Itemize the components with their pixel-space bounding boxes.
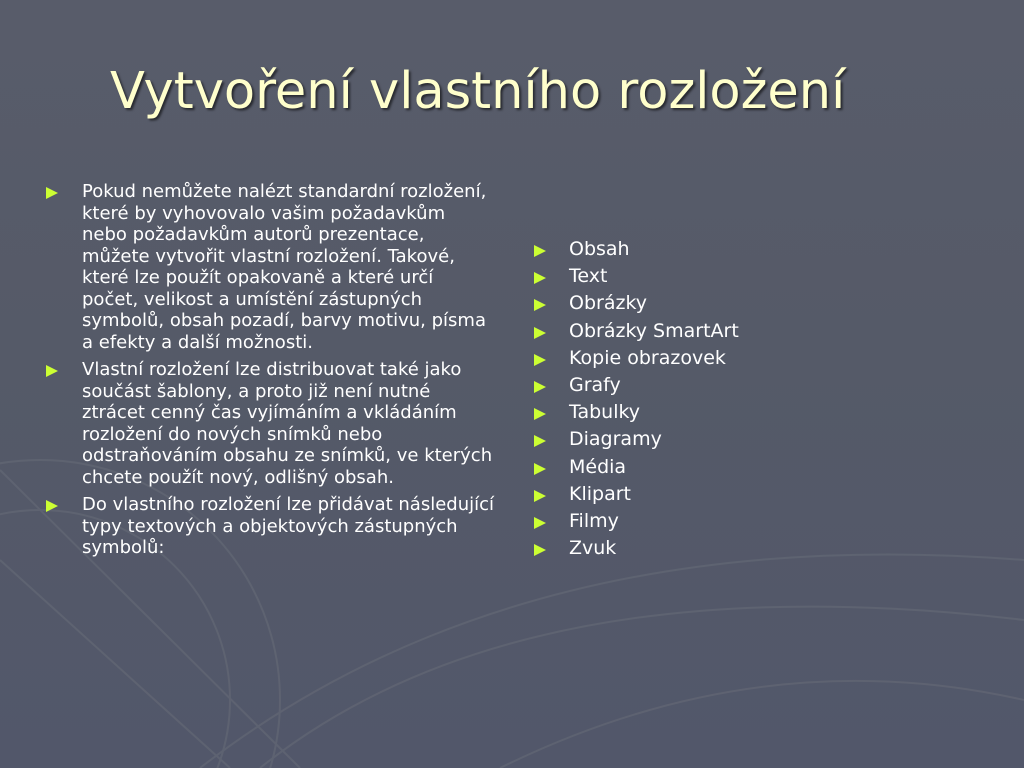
triangle-right-icon bbox=[534, 327, 546, 339]
triangle-right-icon bbox=[534, 299, 546, 311]
triangle-right-icon bbox=[46, 365, 58, 377]
right-bullet-item bbox=[531, 535, 821, 562]
triangle-right-icon bbox=[534, 435, 546, 447]
right-bullet-item bbox=[531, 481, 821, 508]
bullet-text: Obrázky SmartArt bbox=[569, 319, 739, 342]
triangle-right-icon bbox=[534, 381, 546, 393]
left-bullet-item bbox=[44, 359, 494, 488]
right-bullet-item bbox=[531, 290, 821, 317]
left-bullet-item bbox=[44, 494, 494, 559]
left-bullet-list bbox=[44, 181, 494, 565]
bullet-text: Pokud nemůžete nalézt standardní rozložení, které by vyhovovalo vašim požadavkům nebo požadavkům autorů prezentace, můžete vytvořit vlastní rozložení. Takové, které lze použít opakovaně a které určí počet, velikost a umístění zástupných symbolů, obsah pozadí, barvy motivu, písma a efekty a další možnosti. bbox=[82, 181, 487, 353]
triangle-right-icon bbox=[46, 187, 58, 199]
triangle-right-icon bbox=[534, 517, 546, 529]
left-bullet-item bbox=[44, 181, 494, 353]
bullet-text: Filmy bbox=[569, 510, 619, 533]
slide-title: Vytvoření vlastního rozložení bbox=[110, 62, 846, 121]
bullet-text: Vlastní rozložení lze distribuovat také jako součást šablony, a proto již není nutné ztrácet cenný čas vyjímáním a vkládáním rozložení do nových snímků nebo odstraňováním obsahu ze snímků, ve kterých chcete použít nový, odlišný obsah. bbox=[82, 359, 493, 488]
triangle-right-icon bbox=[46, 500, 58, 512]
right-bullet-item bbox=[531, 236, 821, 263]
triangle-right-icon bbox=[534, 354, 546, 366]
triangle-right-icon bbox=[534, 408, 546, 420]
bullet-text: Obrázky bbox=[569, 292, 648, 315]
triangle-right-icon bbox=[534, 272, 546, 284]
right-bullet-item bbox=[531, 263, 821, 290]
right-bullet-item bbox=[531, 372, 821, 399]
right-bullet-item bbox=[531, 345, 821, 372]
right-bullet-item bbox=[531, 454, 821, 481]
right-bullet-item bbox=[531, 318, 821, 345]
triangle-right-icon bbox=[534, 245, 546, 257]
triangle-right-icon bbox=[534, 463, 546, 475]
bullet-text: Média bbox=[569, 455, 627, 478]
bullet-text: Obsah bbox=[569, 238, 630, 260]
bullet-text: Grafy bbox=[569, 374, 621, 397]
bullet-text: Zvuk bbox=[569, 537, 617, 560]
right-bullet-list bbox=[531, 236, 821, 562]
bullet-text: Klipart bbox=[569, 482, 631, 505]
triangle-right-icon bbox=[534, 544, 546, 556]
right-bullet-item bbox=[531, 508, 821, 535]
triangle-right-icon bbox=[534, 490, 546, 502]
bullet-text: Tabulky bbox=[569, 401, 641, 424]
bullet-text: Text bbox=[569, 265, 608, 288]
bullet-text: Kopie obrazovek bbox=[569, 346, 726, 369]
bullet-text: Diagramy bbox=[569, 428, 662, 451]
right-bullet-item bbox=[531, 399, 821, 426]
bullet-text: Do vlastního rozložení lze přidávat následující typy textových a objektových zástupných symbolů: bbox=[82, 494, 495, 558]
right-bullet-item bbox=[531, 426, 821, 453]
